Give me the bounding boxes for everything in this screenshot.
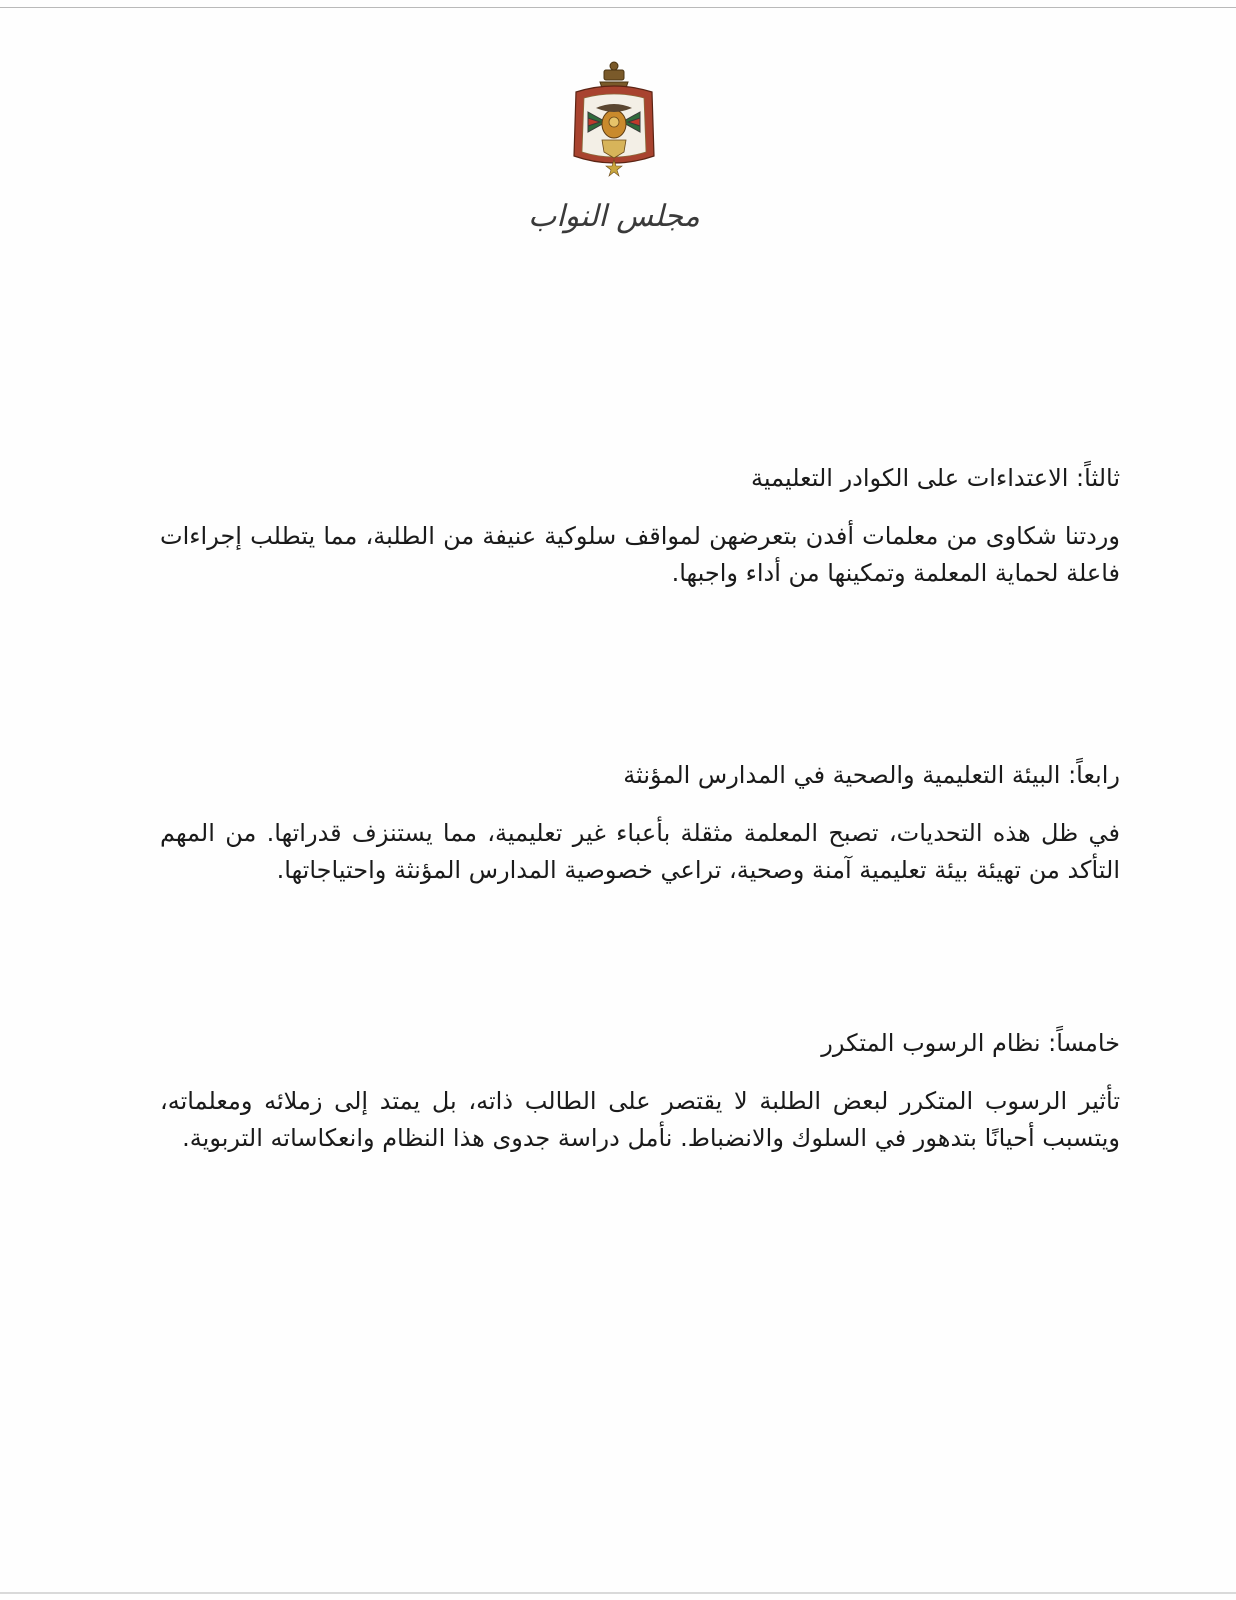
top-scan-edge [0,7,1236,8]
institution-name-letterhead: مجلس النواب [528,199,700,234]
section-third-attacks-on-teaching-staff [160,460,1120,592]
section-fourth-educational-health-environment [160,757,1120,889]
section-fifth-repeated-failure-system [160,1025,1120,1157]
bottom-scan-edge [0,1592,1236,1594]
section-paragraph: في ظل هذه التحديات، تصبح المعلمة مثقلة بأعباء غير تعليمية، مما يستنزف قدراتها. من المهم التأكد من تهيئة بيئة تعليمية آمنة وصحية، تراعي خصوصية المدارس المؤنثة واحتياجاتها. [160,819,1120,884]
section-heading: ثالثاً: الاعتداءات على الكوادر التعليمية [750,464,1120,492]
section-heading: خامساً: نظام الرسوب المتكرر [821,1029,1120,1057]
jordan-coat-of-arms-emblem-icon [566,60,662,182]
section-heading: رابعاً: البيئة التعليمية والصحية في المدارس المؤنثة [623,761,1120,789]
section-paragraph: وردتنا شكاوى من معلمات أفدن بتعرضهن لمواقف سلوكية عنيفة من الطلبة، مما يتطلب إجراءات فاعلة لحماية المعلمة وتمكينها من أداء واجبها. [160,522,1120,587]
section-paragraph: تأثير الرسوب المتكرر لبعض الطلبة لا يقتصر على الطالب ذاته، بل يمتد إلى زملائه ومعلماته، ويتسبب أحيانًا بتدهور في السلوك والانضباط. نأمل دراسة جدوى هذا النظام وانعكاساته التربوية. [160,1087,1120,1152]
